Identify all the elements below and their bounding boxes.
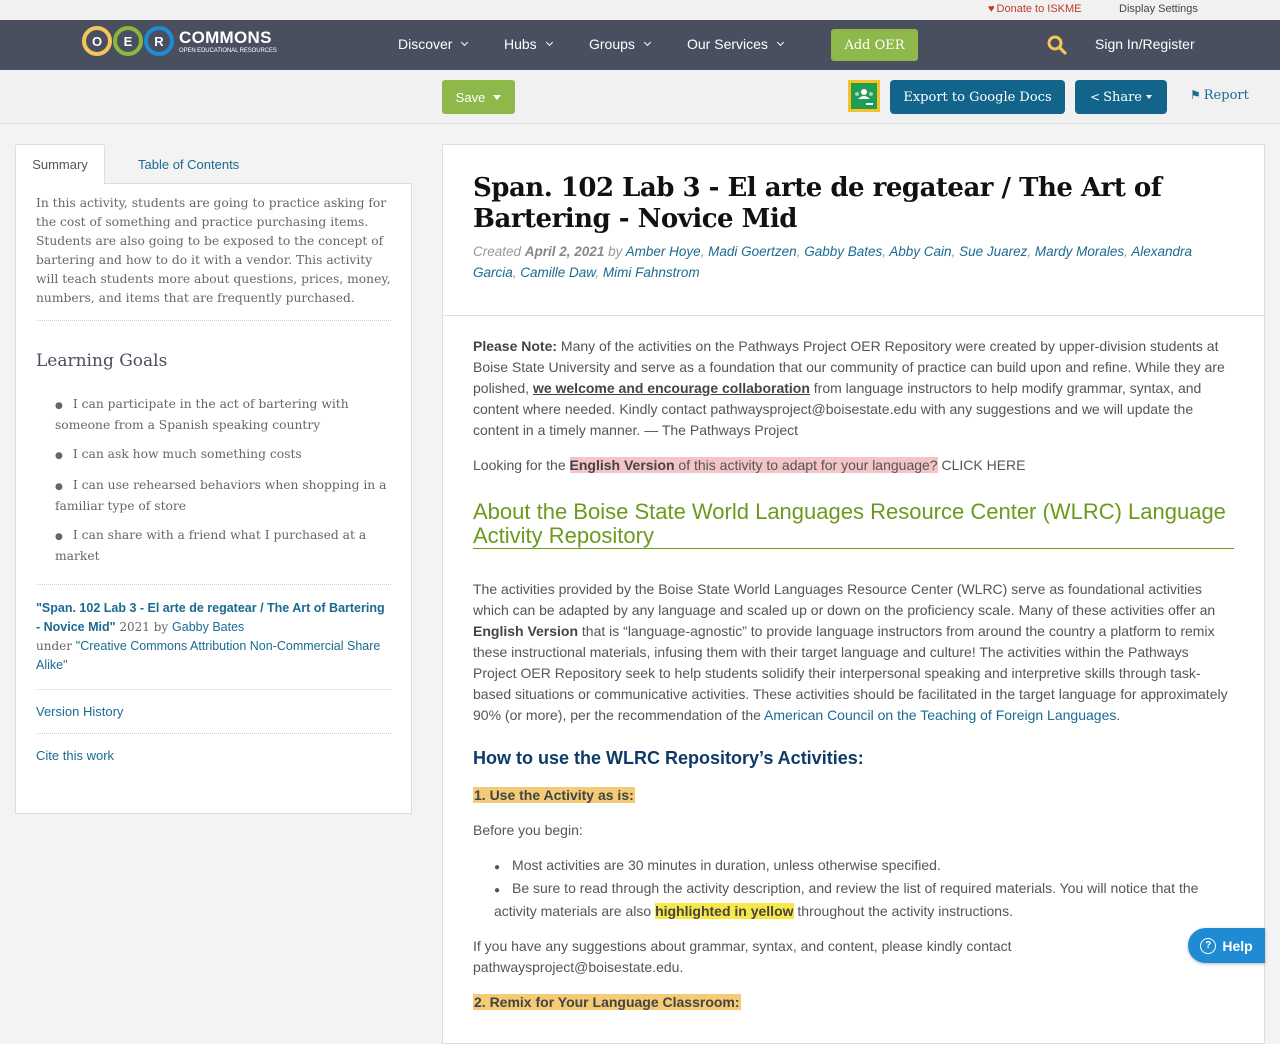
click-here-text: CLICK HERE: [937, 457, 1026, 473]
summary-panel: [15, 183, 412, 814]
about-text: that is “language-agnostic” to provide language instructors from around the country a platform to remix these instructional materials, infusing them with their target language and culture! The activities within the Pathways Project OER Repository seek to help students solidify their interpersonal speaking and interpretive skills through task-based situations or communicative activities. These activities should be facilitated in the target language for approximately 90% (or more), per the recommendation of the: [473, 623, 1228, 723]
sidebar-tabs: [15, 144, 412, 184]
nav-our-services-label: Our Services: [687, 36, 768, 52]
donate-link[interactable]: [988, 3, 1082, 15]
author-link[interactable]: Sue Juarez: [959, 244, 1028, 259]
tab-table-of-contents[interactable]: Table of Contents: [138, 156, 240, 172]
step-2-paragraph: [473, 992, 1234, 1013]
by-label: by: [604, 244, 626, 259]
bullet-icon: ●: [494, 862, 501, 873]
logo-ring-r: R: [144, 26, 174, 56]
flag-icon: ⚑: [1190, 88, 1201, 102]
created-label: Created: [473, 244, 525, 259]
display-settings-link[interactable]: Display Settings: [1119, 3, 1198, 15]
about-wlrc-heading: About the Boise State World Languages Resource Center (WLRC) Language Activity Repository: [473, 500, 1234, 549]
step-1-heading: 1. Use the Activity as is:: [474, 787, 634, 803]
learning-goal-item: [55, 476, 391, 516]
nav-hubs[interactable]: [504, 36, 552, 52]
note-text: Many of the activities on the Pathways Project OER Repository were created by upper-division students at Boise State University and serve as a foundation that our community of practice can build upon and refine. While they are polished,: [473, 338, 1225, 396]
created-date: April 2, 2021: [524, 244, 605, 259]
question-icon: ?: [1200, 938, 1216, 954]
author-link[interactable]: Mimi Fahnstrom: [602, 265, 700, 280]
before-you-begin: Before you begin:: [473, 822, 583, 838]
logo-ring-o: O: [82, 26, 112, 56]
help-label: Help: [1222, 937, 1253, 954]
about-text: The activities provided by the Boise State World Languages Resource Center (WLRC) serve as foundational activities which can be adapted by any language and scaled up or down on the proficiency scale. Many of these activities offer an: [473, 581, 1216, 618]
author-link[interactable]: Abby Cain: [889, 244, 952, 259]
logo-tagline: OPEN EDUCATIONAL RESOURCES: [179, 47, 277, 54]
about-paragraph: [473, 579, 1234, 726]
looking-text: Looking for the: [473, 457, 570, 473]
resource-main: [442, 144, 1265, 1044]
note-text: from language instructors to help modify grammar, syntax, and content where needed. Kindly contact pathwaysproject@boisestate.edu with any suggestions and we will update the content in a timely manner. — The Pathways Project: [473, 380, 1202, 438]
learning-goal-text: I can ask how much something costs: [72, 447, 302, 461]
created-meta: Created April 2, 2021 by Amber Hoye, Madi Goertzen, Gabby Bates, Abby Cain, Sue Juarez, Mardy Morales, Alexandra Garcia, Camille Daw, Mimi Fahnstrom: [473, 244, 1192, 280]
caret-down-icon: [493, 95, 501, 100]
nav-discover-label: Discover: [398, 36, 453, 52]
page-title: Span. 102 Lab 3 - El arte de regatear / The Art of Bartering - Novice Mid: [473, 173, 1162, 234]
learning-goal-item: [55, 526, 391, 566]
bullet-icon: ●: [55, 482, 63, 492]
nav-groups[interactable]: [589, 36, 650, 52]
share-icon: <: [1090, 90, 1101, 104]
logo-word: COMMONS: [179, 27, 272, 47]
note-label: Please Note:: [473, 338, 558, 354]
suggestions-paragraph: If you have any suggestions about grammar, syntax, and content, please kindly contact pathwaysproject@boisestate.edu.: [473, 938, 1012, 975]
english-version-bold: English Version: [569, 457, 675, 473]
save-button[interactable]: [442, 80, 515, 114]
search-icon[interactable]: [1047, 35, 1067, 55]
bullet-icon: ●: [494, 885, 501, 896]
attribution-under: under: [36, 639, 76, 653]
add-oer-button[interactable]: Add OER: [831, 29, 918, 61]
tab-summary[interactable]: Summary: [15, 144, 105, 184]
nav-hubs-label: Hubs: [504, 36, 537, 52]
learning-goals-list: [36, 395, 391, 566]
english-version-highlight: [570, 457, 938, 473]
logo-ring-e: E: [113, 26, 143, 56]
please-note-paragraph: [473, 336, 1234, 441]
learning-goal-text: I can share with a friend what I purchased at a market: [55, 528, 367, 563]
caret-down-icon: [1146, 95, 1152, 99]
bullet-icon: ●: [55, 401, 63, 411]
report-label: Report: [1203, 88, 1249, 103]
classroom-glyph-icon: [851, 83, 877, 109]
author-link[interactable]: Alexandra Garcia: [473, 244, 1192, 280]
instruction-item: [494, 878, 1234, 922]
sidebar: [15, 144, 412, 814]
author-link[interactable]: Camille Daw: [520, 265, 596, 280]
learning-goal-text: I can participate in the act of bartering with someone from a Spanish speaking country: [55, 397, 349, 432]
version-history-link[interactable]: Version History: [36, 704, 124, 719]
attribution-title-link[interactable]: "Span. 102 Lab 3 - El arte de regatear / The Art of Bartering - Novice Mid": [36, 601, 385, 634]
note-emphasis: we welcome and encourage collaboration: [532, 380, 810, 396]
learning-goal-item: [55, 395, 391, 435]
resource-action-bar: [0, 70, 1280, 124]
english-version-paragraph: [473, 455, 1234, 476]
about-text: .: [1116, 707, 1121, 723]
save-label: Save: [455, 89, 486, 105]
main-navbar: [0, 20, 1280, 70]
share-button[interactable]: [1075, 80, 1167, 114]
report-link[interactable]: [1190, 88, 1249, 103]
chevron-down-icon: [777, 39, 784, 46]
utility-bar: [0, 0, 1280, 20]
author-link[interactable]: Gabby Bates: [804, 244, 883, 259]
instruction-item: [494, 855, 1234, 878]
step-1-paragraph: [473, 785, 1234, 806]
english-version-bold: English Version: [473, 623, 579, 639]
cite-this-work-link[interactable]: Cite this work: [36, 748, 115, 763]
nav-groups-label: Groups: [589, 36, 635, 52]
learning-goal-item: [55, 445, 391, 466]
nav-our-services[interactable]: [687, 36, 783, 52]
author-link[interactable]: Amber Hoye: [625, 244, 701, 259]
chevron-down-icon: [461, 39, 468, 46]
looking-text: of this activity to adapt for your language?: [674, 457, 938, 473]
how-to-use-heading: How to use the WLRC Repository’s Activities:: [473, 748, 864, 768]
attribution-author-link[interactable]: Gabby Bates: [172, 620, 245, 634]
instruction-text: throughout the activity instructions.: [793, 903, 1013, 919]
instructions-list: [473, 855, 1234, 922]
share-label: Share: [1103, 89, 1142, 105]
author-link[interactable]: Madi Goertzen: [708, 244, 797, 259]
donate-label: Donate to ISKME: [996, 3, 1082, 15]
chevron-down-icon: [644, 39, 651, 46]
export-google-docs-button[interactable]: Export to Google Docs: [890, 80, 1065, 114]
resource-header: [443, 145, 1264, 316]
chevron-down-icon: [546, 39, 553, 46]
heart-icon: ♥: [988, 3, 995, 15]
help-button[interactable]: [1188, 928, 1265, 963]
learning-goals-title: Learning Goals: [36, 351, 168, 371]
instruction-text: Most activities are 30 minutes in duration, unless otherwise specified.: [512, 857, 941, 873]
resource-body: [443, 316, 1264, 1013]
google-classroom-icon[interactable]: [848, 80, 880, 112]
license-link[interactable]: "Creative Commons Attribution Non-Commercial Share Alike": [36, 639, 381, 672]
bullet-icon: ●: [55, 451, 63, 461]
instruction-text: Be sure to read through the activity description, and review the list of required materials. You will notice that the activity materials are also: [494, 880, 1199, 919]
logo-wordmark: [179, 29, 277, 54]
bullet-icon: ●: [55, 532, 63, 542]
sign-in-register-link[interactable]: Sign In/Register: [1095, 36, 1195, 52]
attribution-year-by: 2021 by: [115, 620, 173, 634]
nav-discover[interactable]: [398, 36, 467, 52]
step-2-heading: 2. Remix for Your Language Classroom:: [474, 994, 740, 1010]
learning-goal-text: I can use rehearsed behaviors when shopping in a familiar type of store: [55, 478, 387, 513]
actfl-link[interactable]: American Council on the Teaching of Foreign Languages: [764, 707, 1117, 723]
attribution: [36, 585, 391, 689]
oer-commons-logo[interactable]: [82, 26, 277, 56]
summary-text: In this activity, students are going to practice asking for the cost of something and practice purchasing items. Students are also going to be exposed to the concept of bartering and how to do it with a vendor. This activity will teach students more about questions, prices, money, numbers, and items that are frequently purchased.: [36, 194, 391, 321]
author-link[interactable]: Mardy Morales: [1034, 244, 1125, 259]
yellow-highlight: highlighted in yellow: [655, 903, 794, 919]
